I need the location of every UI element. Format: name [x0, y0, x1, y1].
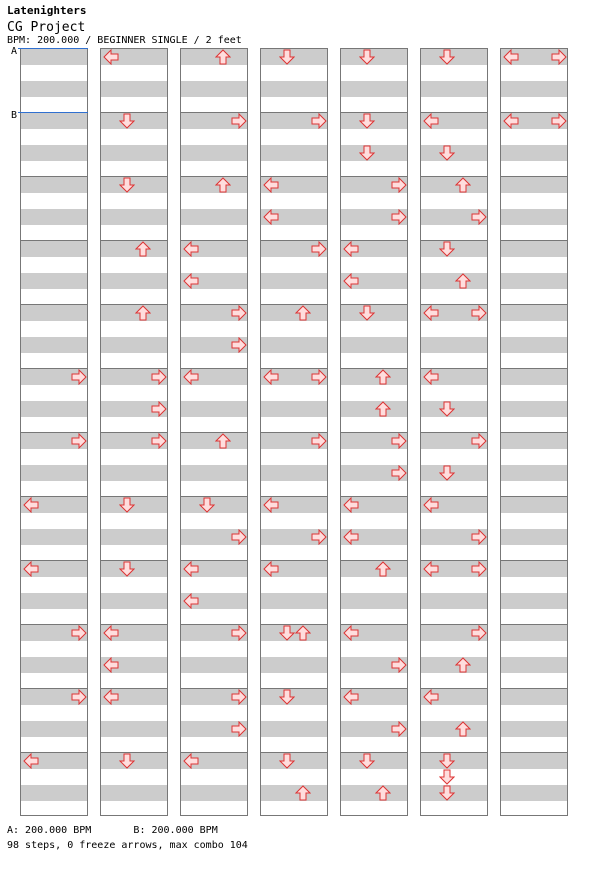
down-arrow-icon — [279, 689, 295, 705]
song-artist: CG Project — [7, 20, 86, 35]
beat-band — [501, 369, 567, 385]
left-arrow-icon — [263, 561, 279, 577]
beat-band — [21, 273, 87, 289]
beat-band — [21, 81, 87, 97]
beat-band — [181, 657, 247, 673]
beat-band — [421, 81, 487, 97]
left-arrow-icon — [103, 49, 119, 65]
up-arrow-icon — [215, 177, 231, 193]
measure-line — [261, 304, 327, 305]
left-arrow-icon — [503, 113, 519, 129]
down-arrow-icon — [439, 785, 455, 801]
chart-column — [420, 48, 488, 816]
beat-band — [21, 401, 87, 417]
beat-band — [501, 657, 567, 673]
measure-line — [421, 176, 487, 177]
beat-band — [421, 273, 487, 289]
bpm-marker-line — [18, 112, 88, 113]
beat-band — [21, 785, 87, 801]
left-arrow-icon — [23, 753, 39, 769]
down-arrow-icon — [439, 241, 455, 257]
measure-line — [21, 304, 87, 305]
beat-band — [501, 209, 567, 225]
down-arrow-icon — [359, 753, 375, 769]
right-arrow-icon — [391, 177, 407, 193]
measure-line — [501, 432, 567, 433]
beat-band — [101, 273, 167, 289]
up-arrow-icon — [375, 561, 391, 577]
beat-band — [261, 305, 327, 321]
right-arrow-icon — [71, 625, 87, 641]
beat-band — [21, 145, 87, 161]
beat-band — [261, 145, 327, 161]
beat-band — [181, 465, 247, 481]
beat-band — [341, 81, 407, 97]
beat-band — [501, 497, 567, 513]
up-arrow-icon — [215, 49, 231, 65]
measure-line — [101, 240, 167, 241]
beat-band — [21, 337, 87, 353]
bpm-marker-line — [18, 48, 88, 49]
beat-band — [501, 177, 567, 193]
right-arrow-icon — [471, 625, 487, 641]
beat-band — [181, 401, 247, 417]
beat-band — [181, 177, 247, 193]
beat-band — [181, 433, 247, 449]
right-arrow-icon — [391, 209, 407, 225]
right-arrow-icon — [71, 433, 87, 449]
down-arrow-icon — [279, 625, 295, 641]
measure-line — [501, 240, 567, 241]
left-arrow-icon — [423, 689, 439, 705]
beat-band — [501, 785, 567, 801]
beat-band — [21, 209, 87, 225]
up-arrow-icon — [455, 721, 471, 737]
beat-band — [101, 337, 167, 353]
beat-band — [21, 465, 87, 481]
up-arrow-icon — [295, 785, 311, 801]
up-arrow-icon — [135, 305, 151, 321]
beat-band — [181, 49, 247, 65]
measure-line — [501, 688, 567, 689]
beat-band — [21, 593, 87, 609]
measure-line — [21, 240, 87, 241]
right-arrow-icon — [71, 369, 87, 385]
right-arrow-icon — [311, 529, 327, 545]
right-arrow-icon — [311, 241, 327, 257]
bpm-marker-label: A — [11, 46, 18, 57]
down-arrow-icon — [119, 113, 135, 129]
beat-band — [101, 465, 167, 481]
beat-band — [261, 785, 327, 801]
beat-band — [341, 785, 407, 801]
beat-band — [21, 113, 87, 129]
chart-info: BPM: 200.000 / BEGINNER SINGLE / 2 feet — [7, 35, 242, 46]
left-arrow-icon — [103, 657, 119, 673]
left-arrow-icon — [183, 561, 199, 577]
down-arrow-icon — [359, 113, 375, 129]
beat-band — [181, 145, 247, 161]
down-arrow-icon — [199, 497, 215, 513]
left-arrow-icon — [263, 369, 279, 385]
down-arrow-icon — [119, 177, 135, 193]
right-arrow-icon — [71, 689, 87, 705]
right-arrow-icon — [311, 369, 327, 385]
left-arrow-icon — [343, 241, 359, 257]
left-arrow-icon — [343, 273, 359, 289]
beat-band — [101, 529, 167, 545]
left-arrow-icon — [263, 209, 279, 225]
beat-band — [181, 209, 247, 225]
beat-band — [101, 305, 167, 321]
beat-band — [261, 273, 327, 289]
left-arrow-icon — [503, 49, 519, 65]
beat-band — [101, 721, 167, 737]
beat-band — [501, 273, 567, 289]
beat-band — [181, 785, 247, 801]
beat-band — [501, 433, 567, 449]
up-arrow-icon — [295, 305, 311, 321]
measure-line — [501, 560, 567, 561]
beat-band — [261, 657, 327, 673]
left-arrow-icon — [183, 753, 199, 769]
measure-line — [501, 304, 567, 305]
beat-band — [261, 401, 327, 417]
beat-band — [21, 177, 87, 193]
up-arrow-icon — [455, 273, 471, 289]
right-arrow-icon — [231, 337, 247, 353]
left-arrow-icon — [23, 497, 39, 513]
down-arrow-icon — [119, 497, 135, 513]
beat-band — [341, 401, 407, 417]
left-arrow-icon — [423, 497, 439, 513]
measure-line — [101, 304, 167, 305]
beat-band — [501, 689, 567, 705]
left-arrow-icon — [343, 689, 359, 705]
left-arrow-icon — [423, 305, 439, 321]
left-arrow-icon — [103, 689, 119, 705]
measure-line — [501, 368, 567, 369]
beat-band — [101, 785, 167, 801]
measure-line — [501, 176, 567, 177]
left-arrow-icon — [183, 593, 199, 609]
beat-band — [501, 81, 567, 97]
right-arrow-icon — [391, 433, 407, 449]
beat-band — [421, 337, 487, 353]
right-arrow-icon — [231, 529, 247, 545]
down-arrow-icon — [359, 145, 375, 161]
beat-band — [341, 561, 407, 577]
bpm-marker-label: B — [11, 110, 18, 121]
down-arrow-icon — [439, 401, 455, 417]
beat-band — [101, 241, 167, 257]
beat-band — [421, 593, 487, 609]
down-arrow-icon — [439, 769, 455, 785]
right-arrow-icon — [391, 721, 407, 737]
left-arrow-icon — [343, 529, 359, 545]
beat-band — [501, 593, 567, 609]
beat-band — [21, 657, 87, 673]
measure-line — [501, 624, 567, 625]
beat-band — [181, 81, 247, 97]
beat-band — [341, 337, 407, 353]
left-arrow-icon — [183, 273, 199, 289]
up-arrow-icon — [375, 785, 391, 801]
right-arrow-icon — [551, 49, 567, 65]
up-arrow-icon — [455, 657, 471, 673]
right-arrow-icon — [151, 401, 167, 417]
chart-column — [340, 48, 408, 816]
down-arrow-icon — [279, 753, 295, 769]
right-arrow-icon — [231, 625, 247, 641]
beat-band — [261, 465, 327, 481]
down-arrow-icon — [359, 305, 375, 321]
right-arrow-icon — [311, 113, 327, 129]
chart-column — [260, 48, 328, 816]
beat-band — [421, 177, 487, 193]
right-arrow-icon — [471, 561, 487, 577]
right-arrow-icon — [311, 433, 327, 449]
beat-band — [501, 721, 567, 737]
down-arrow-icon — [359, 49, 375, 65]
right-arrow-icon — [391, 657, 407, 673]
down-arrow-icon — [439, 145, 455, 161]
beat-band — [261, 593, 327, 609]
chart-column — [100, 48, 168, 816]
left-arrow-icon — [423, 369, 439, 385]
beat-band — [501, 529, 567, 545]
measure-line — [341, 368, 407, 369]
measure-line — [21, 176, 87, 177]
beat-band — [21, 529, 87, 545]
measure-line — [341, 560, 407, 561]
left-arrow-icon — [23, 561, 39, 577]
beat-band — [21, 241, 87, 257]
beat-band — [501, 337, 567, 353]
beat-band — [501, 305, 567, 321]
step-stats: 98 steps, 0 freeze arrows, max combo 104 — [7, 840, 248, 851]
right-arrow-icon — [231, 113, 247, 129]
down-arrow-icon — [439, 49, 455, 65]
right-arrow-icon — [231, 721, 247, 737]
left-arrow-icon — [183, 241, 199, 257]
up-arrow-icon — [135, 241, 151, 257]
beat-band — [501, 753, 567, 769]
down-arrow-icon — [439, 465, 455, 481]
right-arrow-icon — [151, 369, 167, 385]
up-arrow-icon — [295, 625, 311, 641]
right-arrow-icon — [471, 305, 487, 321]
chart-column — [180, 48, 248, 816]
beat-band — [501, 241, 567, 257]
left-arrow-icon — [423, 113, 439, 129]
beat-band — [21, 49, 87, 65]
beat-band — [101, 593, 167, 609]
measure-line — [181, 432, 247, 433]
measure-line — [501, 496, 567, 497]
left-arrow-icon — [103, 625, 119, 641]
right-arrow-icon — [551, 113, 567, 129]
down-arrow-icon — [279, 49, 295, 65]
beat-band — [261, 81, 327, 97]
beat-band — [21, 305, 87, 321]
right-arrow-icon — [231, 689, 247, 705]
left-arrow-icon — [263, 497, 279, 513]
beat-band — [421, 657, 487, 673]
beat-band — [101, 209, 167, 225]
beat-band — [501, 625, 567, 641]
right-arrow-icon — [471, 433, 487, 449]
down-arrow-icon — [119, 753, 135, 769]
chart-column — [20, 48, 88, 816]
beat-band — [501, 561, 567, 577]
down-arrow-icon — [119, 561, 135, 577]
song-title: Latenighters — [7, 4, 87, 17]
measure-line — [181, 176, 247, 177]
beat-band — [101, 81, 167, 97]
beat-band — [261, 721, 327, 737]
beat-band — [421, 721, 487, 737]
right-arrow-icon — [391, 465, 407, 481]
beat-band — [501, 401, 567, 417]
beat-band — [261, 337, 327, 353]
left-arrow-icon — [343, 497, 359, 513]
left-arrow-icon — [423, 561, 439, 577]
up-arrow-icon — [375, 369, 391, 385]
beat-band — [501, 145, 567, 161]
left-arrow-icon — [343, 625, 359, 641]
right-arrow-icon — [471, 529, 487, 545]
up-arrow-icon — [375, 401, 391, 417]
right-arrow-icon — [471, 209, 487, 225]
beat-band — [501, 465, 567, 481]
measure-line — [501, 752, 567, 753]
right-arrow-icon — [151, 433, 167, 449]
chart-column — [500, 48, 568, 816]
beat-band — [21, 721, 87, 737]
beat-band — [341, 369, 407, 385]
up-arrow-icon — [455, 177, 471, 193]
bpm-summary: A: 200.000 BPM B: 200.000 BPM — [7, 825, 218, 836]
left-arrow-icon — [263, 177, 279, 193]
beat-band — [341, 593, 407, 609]
beat-band — [101, 145, 167, 161]
down-arrow-icon — [439, 753, 455, 769]
right-arrow-icon — [231, 305, 247, 321]
up-arrow-icon — [215, 433, 231, 449]
left-arrow-icon — [183, 369, 199, 385]
